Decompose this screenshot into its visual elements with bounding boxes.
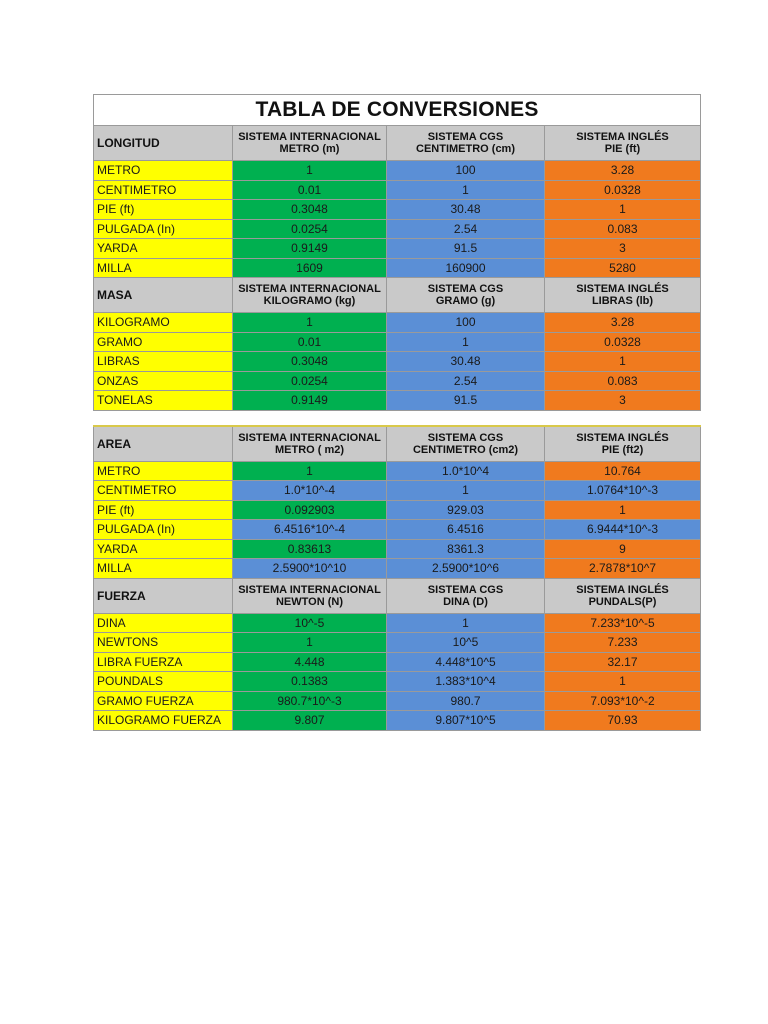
value-cell: 1 bbox=[387, 481, 545, 501]
section-label: LONGITUD bbox=[94, 126, 233, 161]
value-cell: 1 bbox=[233, 461, 387, 481]
value-cell: 5280 bbox=[545, 258, 701, 278]
value-cell: 0.01 bbox=[233, 180, 387, 200]
table-gap bbox=[93, 411, 700, 425]
value-cell: 980.7*10^-3 bbox=[233, 691, 387, 711]
unit-name-cell: CENTIMETRO bbox=[94, 180, 233, 200]
table-row bbox=[94, 332, 701, 352]
unit-name-cell: DINA bbox=[94, 613, 233, 633]
unit-name-cell: MILLA bbox=[94, 559, 233, 579]
value-cell: 1609 bbox=[233, 258, 387, 278]
value-cell: 1.383*10^4 bbox=[387, 672, 545, 692]
table-row bbox=[94, 711, 701, 731]
unit-name-cell: POUNDALS bbox=[94, 672, 233, 692]
table-row bbox=[94, 371, 701, 391]
value-cell: 6.4516 bbox=[387, 520, 545, 540]
section-label: AREA bbox=[94, 426, 233, 462]
value-cell: 0.083 bbox=[545, 219, 701, 239]
value-cell: 1 bbox=[233, 313, 387, 333]
value-cell: 1.0*10^4 bbox=[387, 461, 545, 481]
value-cell: 0.9149 bbox=[233, 391, 387, 411]
value-cell: 1.0764*10^-3 bbox=[545, 481, 701, 501]
value-cell: 10.764 bbox=[545, 461, 701, 481]
unit-name-cell: METRO bbox=[94, 161, 233, 181]
value-cell: 6.4516*10^-4 bbox=[233, 520, 387, 540]
value-cell: 1 bbox=[545, 352, 701, 372]
value-cell: 0.0254 bbox=[233, 219, 387, 239]
value-cell: 8361.3 bbox=[387, 539, 545, 559]
unit-name-cell: ONZAS bbox=[94, 371, 233, 391]
value-cell: 91.5 bbox=[387, 239, 545, 259]
column-header: SISTEMA INGLÉS PIE (ft2) bbox=[545, 426, 701, 462]
table-row bbox=[94, 559, 701, 579]
value-cell: 3 bbox=[545, 239, 701, 259]
column-header: SISTEMA INTERNACIONAL METRO (m) bbox=[233, 126, 387, 161]
table-row bbox=[94, 613, 701, 633]
value-cell: 9 bbox=[545, 539, 701, 559]
value-cell: 2.5900*10^6 bbox=[387, 559, 545, 579]
value-cell: 1 bbox=[387, 332, 545, 352]
value-cell: 3 bbox=[545, 391, 701, 411]
value-cell: 10^-5 bbox=[233, 613, 387, 633]
value-cell: 3.28 bbox=[545, 161, 701, 181]
column-header: SISTEMA INGLÉS PUNDALS(P) bbox=[545, 578, 701, 613]
value-cell: 0.9149 bbox=[233, 239, 387, 259]
unit-name-cell: KILOGRAMO FUERZA bbox=[94, 711, 233, 731]
unit-name-cell: CENTIMETRO bbox=[94, 481, 233, 501]
value-cell: 7.233 bbox=[545, 633, 701, 653]
table-row bbox=[94, 258, 701, 278]
value-cell: 1 bbox=[387, 180, 545, 200]
value-cell: 91.5 bbox=[387, 391, 545, 411]
value-cell: 10^5 bbox=[387, 633, 545, 653]
value-cell: 32.17 bbox=[545, 652, 701, 672]
table-row bbox=[94, 239, 701, 259]
unit-name-cell: YARDA bbox=[94, 539, 233, 559]
column-header: SISTEMA CGS CENTIMETRO (cm) bbox=[387, 126, 545, 161]
column-header: SISTEMA CGS DINA (D) bbox=[387, 578, 545, 613]
value-cell: 1 bbox=[387, 613, 545, 633]
column-header: SISTEMA INTERNACIONAL KILOGRAMO (kg) bbox=[233, 278, 387, 313]
value-cell: 0.0328 bbox=[545, 180, 701, 200]
value-cell: 7.233*10^-5 bbox=[545, 613, 701, 633]
value-cell: 100 bbox=[387, 313, 545, 333]
table-row bbox=[94, 313, 701, 333]
value-cell: 929.03 bbox=[387, 500, 545, 520]
value-cell: 0.0254 bbox=[233, 371, 387, 391]
table-row bbox=[94, 461, 701, 481]
unit-name-cell: GRAMO FUERZA bbox=[94, 691, 233, 711]
value-cell: 1 bbox=[545, 672, 701, 692]
value-cell: 0.3048 bbox=[233, 352, 387, 372]
value-cell: 6.9444*10^-3 bbox=[545, 520, 701, 540]
unit-name-cell: KILOGRAMO bbox=[94, 313, 233, 333]
section-header-row bbox=[94, 126, 701, 161]
page-title: TABLA DE CONVERSIONES bbox=[94, 95, 701, 126]
value-cell: 4.448*10^5 bbox=[387, 652, 545, 672]
value-cell: 2.5900*10^10 bbox=[233, 559, 387, 579]
value-cell: 0.1383 bbox=[233, 672, 387, 692]
value-cell: 0.083 bbox=[545, 371, 701, 391]
section-header-row bbox=[94, 278, 701, 313]
value-cell: 1 bbox=[545, 200, 701, 220]
table-row bbox=[94, 691, 701, 711]
value-cell: 0.092903 bbox=[233, 500, 387, 520]
value-cell: 0.01 bbox=[233, 332, 387, 352]
section-header-row bbox=[94, 578, 701, 613]
title-row bbox=[94, 95, 701, 126]
value-cell: 0.83613 bbox=[233, 539, 387, 559]
column-header: SISTEMA CGS GRAMO (g) bbox=[387, 278, 545, 313]
table-row bbox=[94, 161, 701, 181]
table-row bbox=[94, 520, 701, 540]
value-cell: 2.54 bbox=[387, 371, 545, 391]
value-cell: 3.28 bbox=[545, 313, 701, 333]
table-row bbox=[94, 352, 701, 372]
table-row bbox=[94, 391, 701, 411]
section-header-row bbox=[94, 426, 701, 462]
value-cell: 9.807 bbox=[233, 711, 387, 731]
value-cell: 1.0*10^-4 bbox=[233, 481, 387, 501]
unit-name-cell: LIBRAS bbox=[94, 352, 233, 372]
conversion-sheet bbox=[93, 94, 700, 731]
table-row bbox=[94, 180, 701, 200]
column-header: SISTEMA INGLÉS PIE (ft) bbox=[545, 126, 701, 161]
unit-name-cell: PIE (ft) bbox=[94, 500, 233, 520]
table-row bbox=[94, 200, 701, 220]
value-cell: 7.093*10^-2 bbox=[545, 691, 701, 711]
value-cell: 30.48 bbox=[387, 200, 545, 220]
value-cell: 0.3048 bbox=[233, 200, 387, 220]
column-header: SISTEMA INTERNACIONAL NEWTON (N) bbox=[233, 578, 387, 613]
conversion-table-1 bbox=[93, 94, 701, 411]
table-row bbox=[94, 219, 701, 239]
value-cell: 2.7878*10^7 bbox=[545, 559, 701, 579]
table-row bbox=[94, 652, 701, 672]
value-cell: 1 bbox=[233, 633, 387, 653]
section-label: FUERZA bbox=[94, 578, 233, 613]
conversion-table-2 bbox=[93, 425, 701, 731]
unit-name-cell: GRAMO bbox=[94, 332, 233, 352]
value-cell: 160900 bbox=[387, 258, 545, 278]
value-cell: 70.93 bbox=[545, 711, 701, 731]
value-cell: 4.448 bbox=[233, 652, 387, 672]
value-cell: 0.0328 bbox=[545, 332, 701, 352]
unit-name-cell: PIE (ft) bbox=[94, 200, 233, 220]
value-cell: 100 bbox=[387, 161, 545, 181]
value-cell: 30.48 bbox=[387, 352, 545, 372]
unit-name-cell: LIBRA FUERZA bbox=[94, 652, 233, 672]
column-header: SISTEMA CGS CENTIMETRO (cm2) bbox=[387, 426, 545, 462]
unit-name-cell: NEWTONS bbox=[94, 633, 233, 653]
unit-name-cell: METRO bbox=[94, 461, 233, 481]
value-cell: 1 bbox=[545, 500, 701, 520]
unit-name-cell: TONELAS bbox=[94, 391, 233, 411]
unit-name-cell: MILLA bbox=[94, 258, 233, 278]
value-cell: 9.807*10^5 bbox=[387, 711, 545, 731]
column-header: SISTEMA INGLÉS LIBRAS (lb) bbox=[545, 278, 701, 313]
value-cell: 1 bbox=[233, 161, 387, 181]
value-cell: 980.7 bbox=[387, 691, 545, 711]
column-header: SISTEMA INTERNACIONAL METRO ( m2) bbox=[233, 426, 387, 462]
section-label: MASA bbox=[94, 278, 233, 313]
table-row bbox=[94, 539, 701, 559]
unit-name-cell: YARDA bbox=[94, 239, 233, 259]
value-cell: 2.54 bbox=[387, 219, 545, 239]
unit-name-cell: PULGADA (In) bbox=[94, 219, 233, 239]
unit-name-cell: PULGADA (In) bbox=[94, 520, 233, 540]
table-row bbox=[94, 633, 701, 653]
table-row bbox=[94, 500, 701, 520]
table-row bbox=[94, 481, 701, 501]
table-row bbox=[94, 672, 701, 692]
